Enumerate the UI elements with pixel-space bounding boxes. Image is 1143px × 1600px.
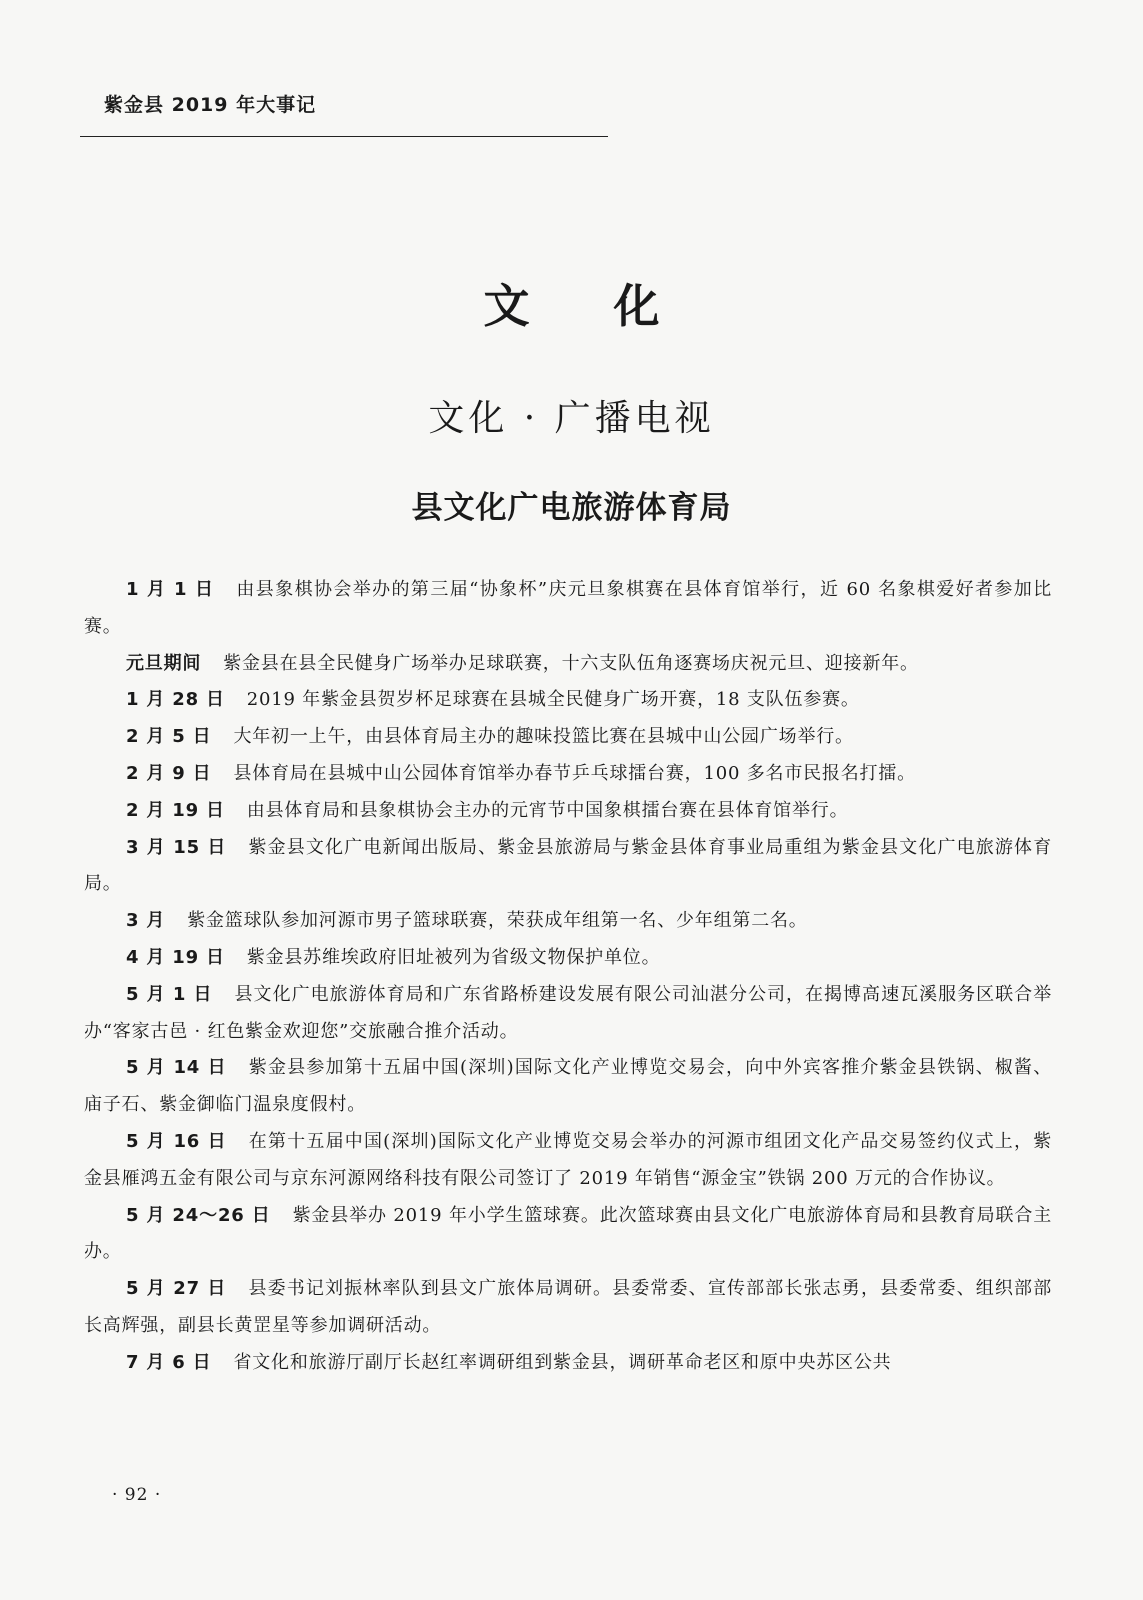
entry-date: 2 月 19 日 (126, 799, 225, 821)
entry-date: 元旦期间 (126, 652, 202, 674)
entry-text: 紫金县苏维埃政府旧址被列为省级文物保护单位。 (246, 946, 661, 968)
page-number: · 92 · (112, 1485, 162, 1505)
entry-date: 2 月 9 日 (126, 762, 212, 784)
entry-date: 5 月 24～26 日 (126, 1204, 271, 1226)
entry-text: 大年初一上午，由县体育局主办的趣味投篮比赛在县城中山公园广场举行。 (233, 726, 854, 748)
entry-text: 县委书记刘振林率队到县文广旅体局调研。县委常委、宣传部部长张志勇，县委常委、组织部部长高辉强，副县长黄罡星等参加调研活动。 (84, 1278, 1052, 1336)
entry-text: 由县象棋协会举办的第三届“协象杯”庆元旦象棋赛在县体育馆举行，近 60 名象棋爱好者参加比赛。 (84, 579, 1052, 637)
chronicle-entry (84, 1198, 1052, 1272)
entry-date: 5 月 16 日 (126, 1130, 227, 1152)
chronicle-entry (84, 793, 1052, 830)
chronicle-entry (84, 719, 1052, 756)
chronicle-entries (84, 572, 1052, 1382)
chronicle-entry (84, 1050, 1052, 1124)
entry-text: 2019 年紫金县贺岁杯足球赛在县城全民健身广场开赛，18 支队伍参赛。 (246, 689, 860, 711)
entry-text: 紫金县在县全民健身广场举办足球联赛，十六支队伍角逐赛场庆祝元旦、迎接新年。 (223, 652, 919, 674)
entry-date: 1 月 1 日 (126, 579, 215, 600)
entry-text: 在第十五届中国(深圳)国际文化产业博览交易会举办的河源市组团文化产品交易签约仪式上，紫金县雁鸿五金有限公司与京东河源网络科技有限公司签订了 2019 年销售“源金宝”铁锅 200 万元的合作协议。 (84, 1130, 1052, 1189)
entry-text: 县体育局在县城中山公园体育馆举办春节乒乓球擂台赛，100 多名市民报名打擂。 (233, 762, 916, 784)
entry-text: 紫金县举办 2019 年小学生篮球赛。此次篮球赛由县文化广电旅游体育局和县教育局联合主办。 (84, 1204, 1052, 1263)
entry-date: 4 月 19 日 (126, 946, 225, 968)
chronicle-entry (84, 756, 1052, 793)
entry-text: 紫金县文化广电新闻出版局、紫金县旅游局与紫金县体育事业局重组为紫金县文化广电旅游体育局。 (84, 836, 1052, 895)
chronicle-entry (84, 1271, 1052, 1345)
chronicle-entry (84, 903, 1052, 940)
entry-text: 由县体育局和县象棋协会主办的元宵节中国象棋擂台赛在县体育馆举行。 (246, 799, 849, 821)
organization-title: 县文化广电旅游体育局 (411, 490, 732, 526)
entry-text: 省文化和旅游厅副厅长赵红率调研组到紫金县，调研革命老区和原中央苏区公共 (233, 1351, 892, 1373)
entry-date: 1 月 28 日 (126, 689, 225, 711)
entry-date: 2 月 5 日 (126, 726, 212, 748)
entry-text: 紫金篮球队参加河源市男子篮球联赛，荣获成年组第一名、少年组第二名。 (187, 910, 808, 932)
chronicle-entry (84, 1124, 1052, 1198)
chronicle-entry (84, 1345, 1052, 1382)
chapter-title: 文化 (483, 279, 744, 333)
header-rule (80, 136, 608, 137)
entry-date: 5 月 14 日 (126, 1057, 227, 1079)
entry-date: 5 月 1 日 (126, 983, 213, 1005)
chronicle-entry (84, 682, 1052, 719)
chronicle-entry (84, 572, 1052, 646)
chronicle-entry (84, 646, 1052, 683)
entry-date: 5 月 27 日 (126, 1278, 227, 1300)
chronicle-entry (84, 977, 1052, 1051)
running-header: 紫金县 2019 年大事记 (104, 94, 317, 116)
chronicle-entry (84, 830, 1052, 904)
entry-text: 紫金县参加第十五届中国(深圳)国际文化产业博览交易会，向中外宾客推介紫金县铁锅、椒酱、庙子石、紫金御临门温泉度假村。 (84, 1057, 1052, 1116)
section-title: 文化 · 广播电视 (428, 398, 715, 439)
entry-text: 县文化广电旅游体育局和广东省路桥建设发展有限公司汕湛分公司，在揭博高速瓦溪服务区联合举办“客家古邑 · 红色紫金欢迎您”交旅融合推介活动。 (84, 983, 1052, 1042)
entry-date: 3 月 (126, 910, 166, 932)
chronicle-entry (84, 940, 1052, 977)
entry-date: 3 月 15 日 (126, 836, 227, 858)
entry-date: 7 月 6 日 (126, 1351, 212, 1373)
